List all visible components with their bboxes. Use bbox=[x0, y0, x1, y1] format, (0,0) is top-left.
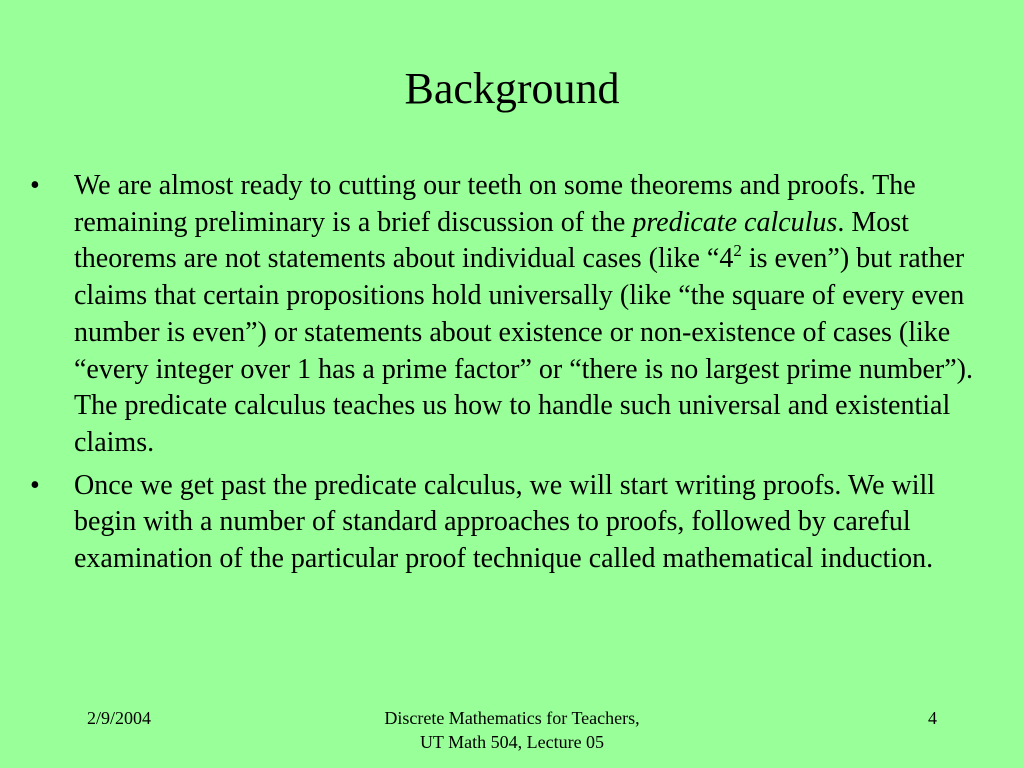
bullet-text-segment: . Most theorems are not statements about individual cases (like “4 bbox=[74, 206, 909, 275]
bullet-marker: • bbox=[30, 469, 40, 501]
bullet-item bbox=[30, 168, 990, 462]
slide-title: Background bbox=[404, 64, 620, 113]
bullet-marker: • bbox=[30, 170, 40, 201]
page-number: 4 bbox=[928, 708, 937, 728]
footer-course-line2: UT Math 504, Lecture 05 bbox=[419, 732, 605, 752]
footer-date: 2/9/2004 bbox=[87, 708, 152, 728]
footer-course bbox=[312, 706, 712, 754]
italic-term: predicate calculus bbox=[632, 206, 838, 238]
bullet-text bbox=[74, 168, 990, 462]
bullet-text-segment: is even”) but rather claims that certain propositions hold universally (like “the square of every even number is even”) or statements about existence or non-existence of cases (like “every integer over 1 has a prime factor” or “there is no largest prime number”). The predicate calculus teaches us how to handle such universal and existential claims. bbox=[74, 243, 973, 458]
bullet-text-segment: We are almost ready to cutting our teeth on some theorems and proofs. The remaining preliminary is a brief discussion of the bbox=[74, 170, 916, 238]
bullet-item bbox=[30, 468, 990, 578]
bullet-text-segment: Once we get past the predicate calculus, we will start writing proofs. We will begin with a number of standard approaches to proofs, followed by careful examination of the particular proof technique called mathematical induction. bbox=[74, 469, 936, 575]
footer-course-line1: Discrete Mathematics for Teachers, bbox=[384, 708, 640, 728]
superscript: 2 bbox=[733, 241, 742, 261]
bullet-text bbox=[74, 468, 990, 578]
bullet-list bbox=[30, 168, 990, 584]
